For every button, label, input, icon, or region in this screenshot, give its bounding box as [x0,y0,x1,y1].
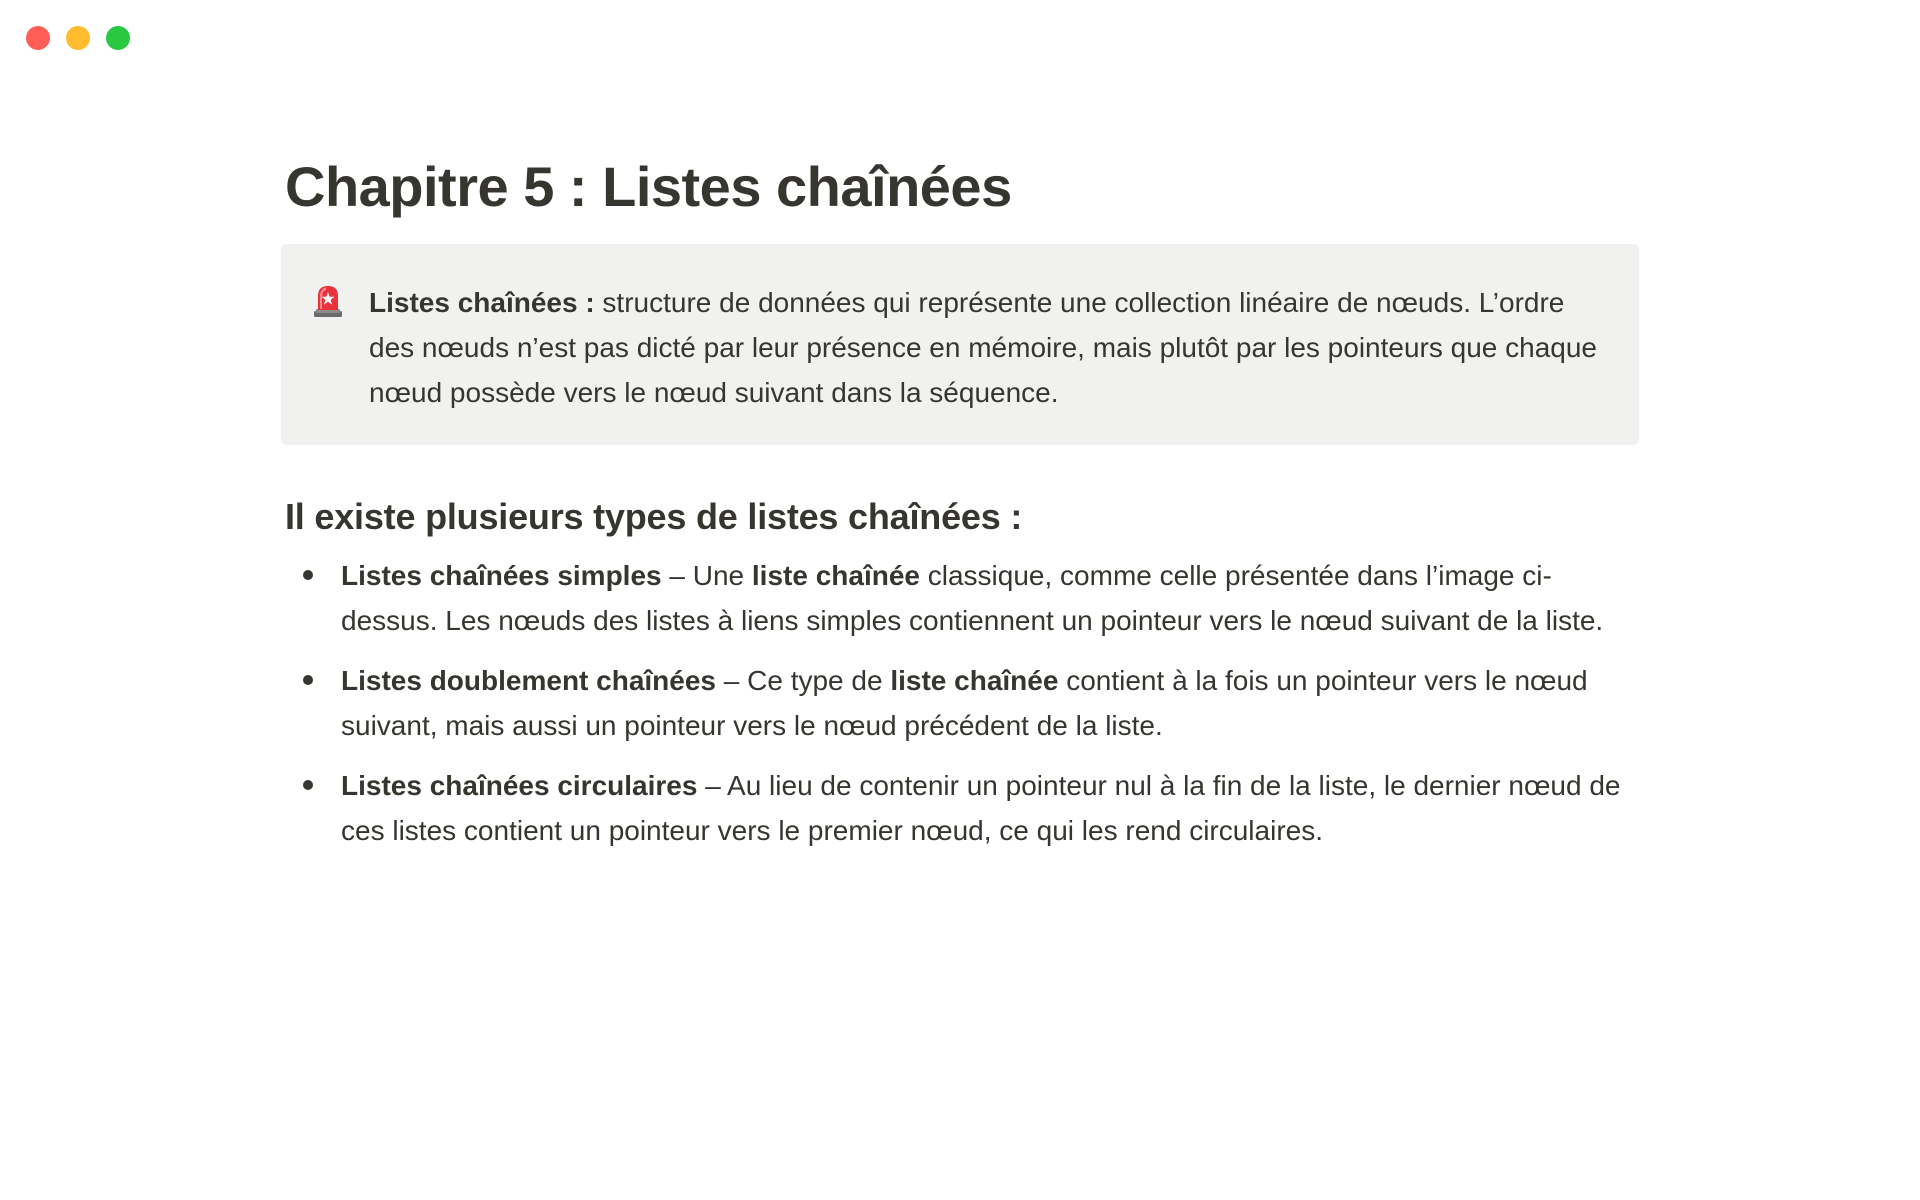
callout-text[interactable] [369,280,1599,415]
window-controls [26,26,130,50]
bulleted-list [281,553,1639,853]
list-item-term-2: liste chaînée [751,560,920,591]
callout-block[interactable] [281,244,1639,445]
list-item-term: Listes doublement chaînées [341,665,716,696]
maximize-window-button[interactable] [106,26,130,50]
rotating-light-icon[interactable] [313,284,343,318]
bullet-icon [303,675,313,685]
list-item-text: contient à la fois un pointeur vers le nœud suivant, mais aussi un pointeur vers le nœud précédent de la liste. [341,665,1588,741]
list-item-term: Listes chaînées simples [341,560,662,591]
list-item-term: Listes chaînées circulaires [341,770,698,801]
list-item[interactable] [281,763,1639,853]
minimize-window-button[interactable] [66,26,90,50]
page-title[interactable]: Chapitre 5 : Listes chaînées [285,155,1012,218]
list-item[interactable] [281,553,1639,643]
list-item-text: classique, comme celle présentée dans l’image ci-dessus. Les nœuds des listes à liens simples contiennent un pointeur vers le nœud suivant de la liste. [341,560,1604,636]
close-window-button[interactable] [26,26,50,50]
page-content [281,150,1639,868]
list-item-separator: – Une [661,560,752,591]
list-item-text: – Au lieu de contenir un pointeur nul à la fin de la liste, le dernier nœud de ces listes contient un pointeur vers le premier nœud, ce qui les rend circulaires. [341,770,1621,846]
section-heading[interactable]: Il existe plusieurs types de listes chaînées : [285,496,1023,537]
list-item[interactable] [281,658,1639,748]
callout-definition: structure de données qui représente une collection linéaire de nœuds. L’ordre des nœuds n’est pas dicté par leur présence en mémoire, mais plutôt par les pointeurs que chaque nœud possède vers le nœud suivant dans la séquence. [369,287,1598,408]
list-item-term-2: liste chaînée [890,665,1059,696]
bullet-icon [303,570,313,580]
callout-term: Listes chaînées : [369,287,595,318]
list-item-separator: – Ce type de [716,665,891,696]
bullet-icon [303,780,313,790]
